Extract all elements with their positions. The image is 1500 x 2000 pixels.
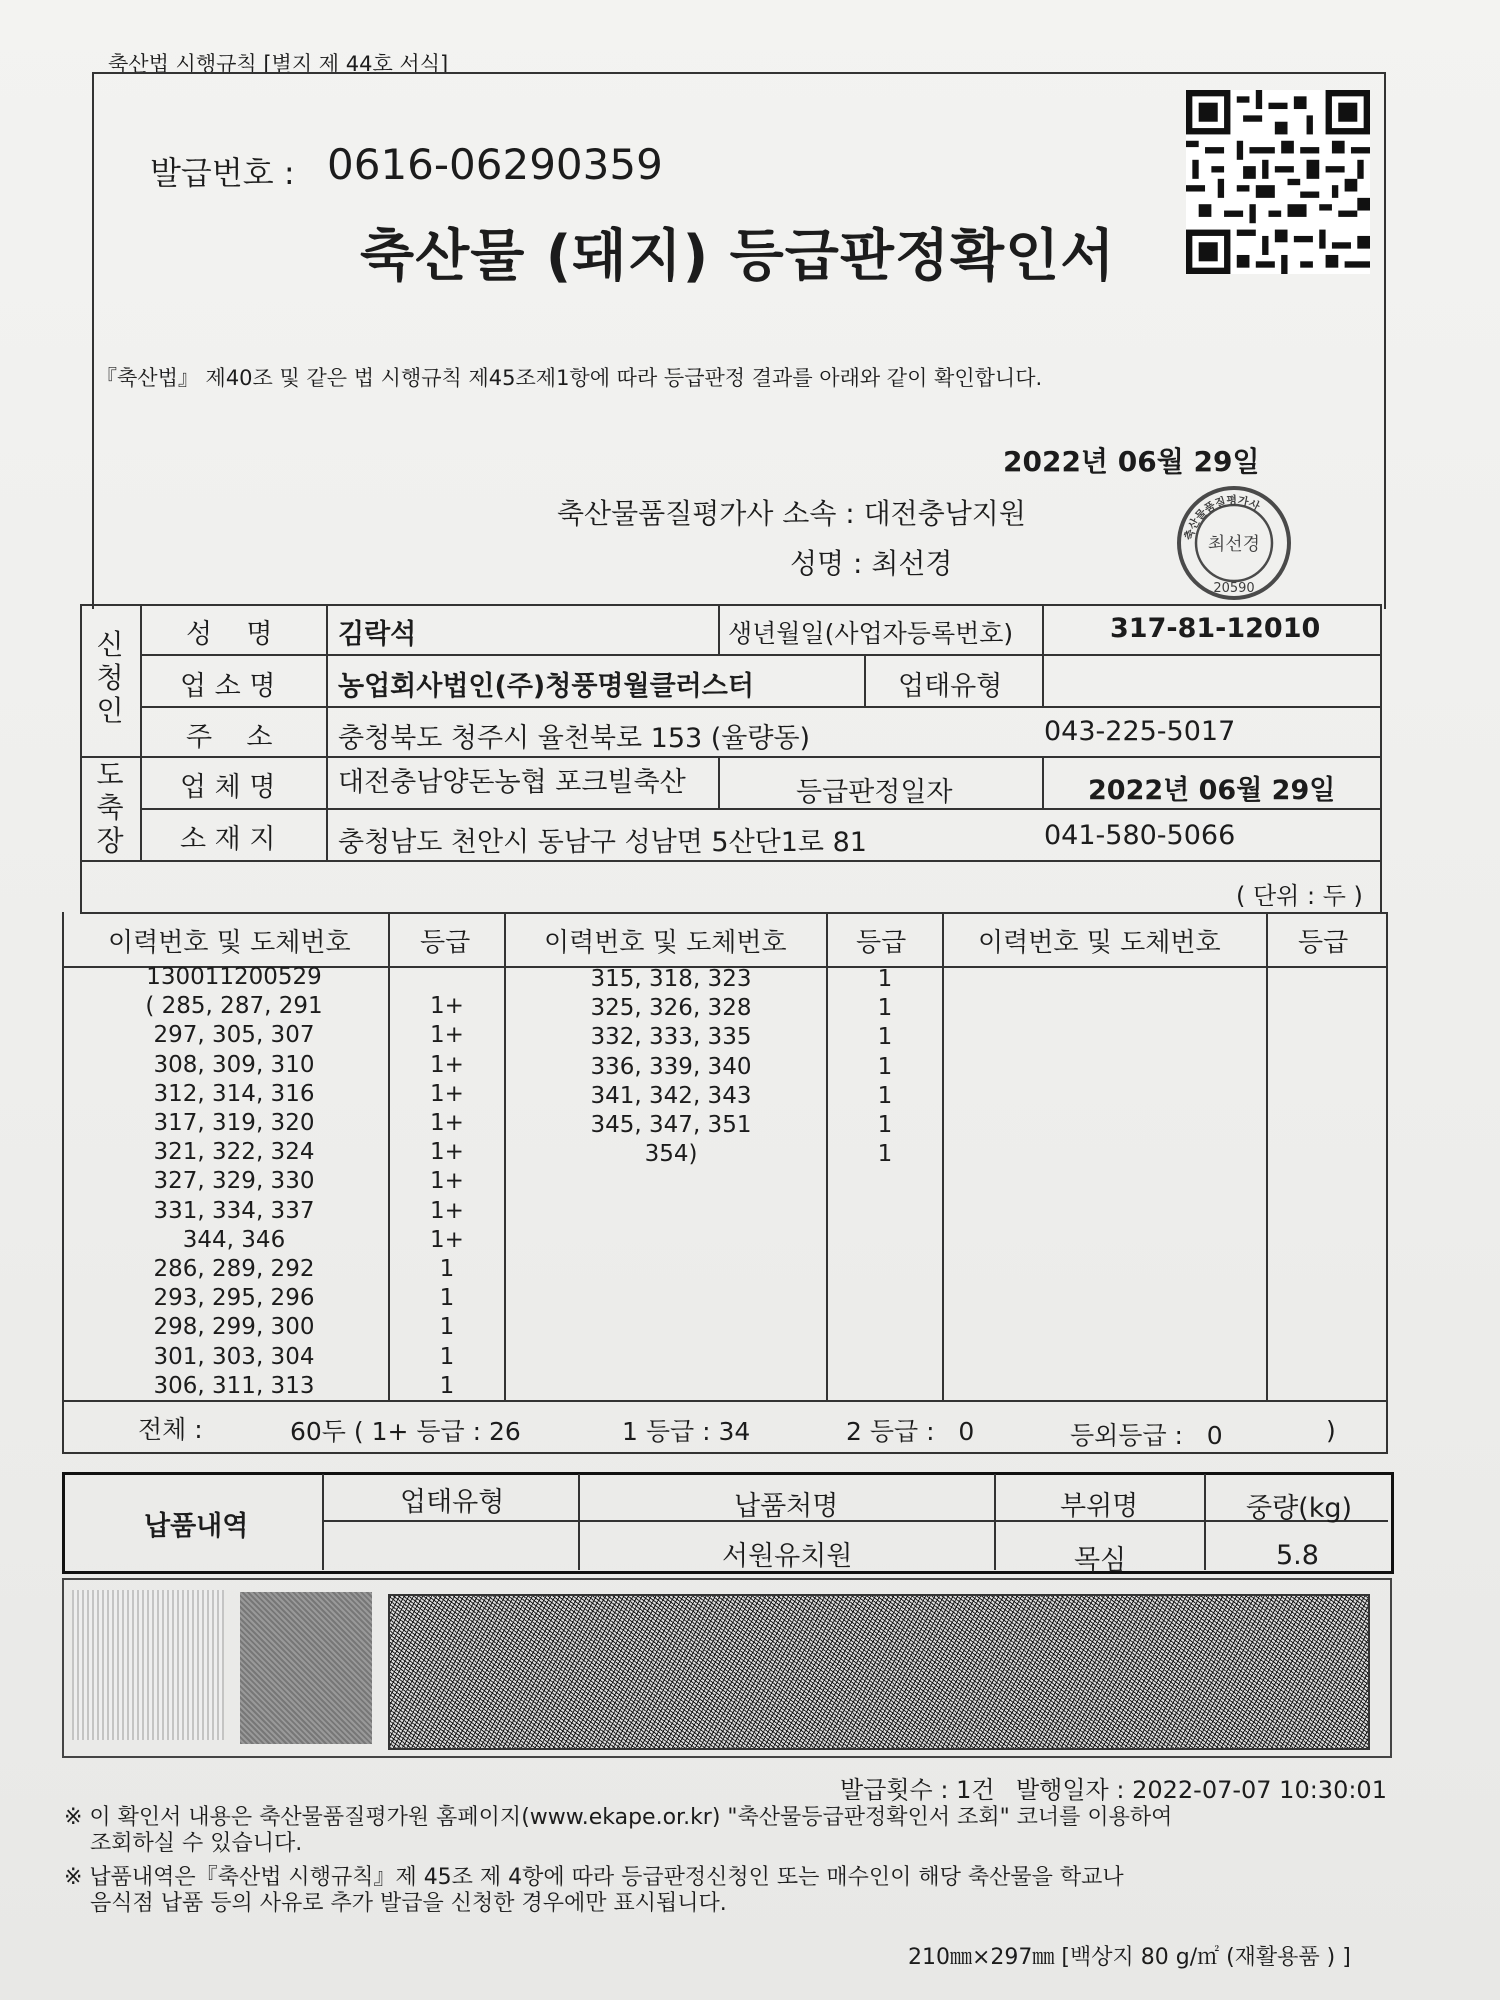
original-watermark-icon: [240, 1592, 372, 1744]
barcode-2d-icon: [388, 1594, 1370, 1750]
trace-number-row: 341, 342, 343: [590, 1082, 752, 1109]
grade-cell: 1+: [430, 1080, 464, 1107]
trace-number-row: 306, 311, 313: [153, 1372, 315, 1399]
inspector-name: 성명 : 최선경: [790, 547, 953, 580]
total-grade-2: 2 등급 : 0: [846, 1417, 975, 1446]
delivery-part: 목심: [1074, 1545, 1127, 1576]
trace-numbers-column-2: [530, 965, 812, 1169]
delivery-weight: 5.8: [1276, 1540, 1319, 1571]
total-other: 등외등급 : 0: [1070, 1421, 1223, 1450]
trace-number-row: 332, 333, 335: [590, 1024, 752, 1051]
grade-cell: 1: [439, 1343, 455, 1370]
official-seal-icon: [1175, 484, 1293, 602]
applicant-group-label: 신청인: [96, 628, 124, 727]
total-close: ): [1326, 1416, 1336, 1445]
trace-number-row: 345, 347, 351: [590, 1112, 752, 1139]
grade-cell: 1+: [430, 1110, 464, 1137]
total-grade-1: 1 등급 : 34: [622, 1417, 751, 1446]
trace-number-row: 301, 303, 304: [153, 1343, 315, 1370]
applicant-name: 김락석: [338, 619, 417, 650]
grading-date-label: 등급판정일자: [796, 777, 953, 808]
svg-text:축산물품질평가사: 축산물품질평가사: [1182, 493, 1262, 542]
header-trace-3: 이력번호 및 도체번호: [978, 928, 1221, 958]
grade-cell: 1: [877, 1082, 893, 1109]
grade-cell: 1+: [430, 1168, 464, 1195]
trace-number-row: 327, 329, 330: [153, 1168, 315, 1195]
grade-cell: 1: [877, 1112, 893, 1139]
header-grade-1: 등급: [420, 928, 471, 958]
grade-cell: 1+: [430, 1197, 464, 1224]
delivery-label: 납품내역: [144, 1511, 249, 1542]
grade-cell: 1+: [430, 993, 464, 1020]
issue-datetime: 발행일자 : 2022-07-07 10:30:01: [1016, 1776, 1387, 1804]
slaughter-location: 충청남도 천안시 동남구 성남면 5산단1로 81: [338, 827, 867, 858]
business-type-label: 업태유형: [898, 671, 1003, 702]
business-name: 농업회사법인(주)청풍명월클러스터: [338, 671, 754, 702]
trace-number-row: 312, 314, 316: [153, 1080, 315, 1107]
delivery-place-header: 납품처명: [734, 1491, 839, 1522]
grade-cell: 1: [439, 1256, 455, 1283]
note-2-line-1: ※ 납품내역은『축산법 시행규칙』제 45조 제 4항에 따라 등급판정신청인 또는 매수인이 해당 축산물을 학교나: [64, 1865, 1124, 1890]
grades-column-1: [392, 963, 502, 1401]
trace-number-row: 317, 319, 320: [153, 1110, 315, 1137]
security-pattern-icon: [72, 1590, 224, 1740]
trace-number-row: 336, 339, 340: [590, 1053, 752, 1080]
grade-cell: [392, 963, 502, 992]
note-1-line-2: 조회하실 수 있습니다.: [90, 1831, 303, 1856]
grade-cell: 1+: [430, 1139, 464, 1166]
trace-number-row: 344, 346: [182, 1226, 286, 1253]
trace-number-row: 286, 289, 292: [153, 1256, 315, 1283]
trace-numbers-column-1: [100, 963, 368, 1401]
grade-cell: 1: [877, 1053, 893, 1080]
applicant-phone: 043-225-5017: [1044, 716, 1236, 747]
company-label: 업 체 명: [180, 772, 276, 803]
total-count: 60두 ( 1+ 등급 : 26: [290, 1417, 521, 1446]
slaughter-phone: 041-580-5066: [1044, 820, 1236, 851]
grade-cell: 1: [877, 966, 893, 992]
trace-number-row: 293, 295, 296: [153, 1285, 315, 1312]
inspector-affiliation: 축산물품질평가사 소속 : 대전충남지원: [557, 497, 1026, 530]
trace-number-row: ( 285, 287, 291: [145, 993, 323, 1020]
trace-number-row: 308, 309, 310: [153, 1051, 315, 1078]
birth-value: 317-81-12010: [1110, 613, 1321, 644]
document-title: 축산물 (돼지) 등급판정확인서: [360, 224, 1116, 289]
delivery-place: 서원유치원: [722, 1541, 853, 1572]
issue-number: 0616-06290359: [327, 140, 663, 189]
grade-cell: 1: [877, 995, 893, 1022]
delivery-type-header: 업태유형: [400, 1487, 505, 1518]
delivery-part-header: 부위명: [1060, 1491, 1139, 1522]
issue-date: 2022년 06월 29일: [1003, 445, 1260, 478]
trace-number-row: 325, 326, 328: [590, 995, 752, 1022]
trace-number-row: 321, 322, 324: [153, 1139, 315, 1166]
trace-number-row: 297, 305, 307: [153, 1022, 315, 1049]
issue-number-label: 발급번호 :: [150, 154, 295, 192]
grade-cell: 1: [877, 1141, 893, 1168]
trace-number-row: 354): [644, 1141, 698, 1168]
grade-cell: 1+: [430, 1022, 464, 1049]
intro-text: 『축산법』 제40조 및 같은 법 시행규칙 제45조제1항에 따라 등급판정 결과를 아래와 같이 확인합니다.: [96, 366, 1043, 390]
unit-label: ( 단위 : 두 ): [1236, 882, 1363, 910]
header-trace-2: 이력번호 및 도체번호: [544, 928, 787, 958]
trace-number-row: 331, 334, 337: [153, 1197, 315, 1224]
trace-number-row: 298, 299, 300: [153, 1314, 315, 1341]
grade-cell: 1+: [430, 1226, 464, 1253]
grades-column-2: [828, 965, 942, 1169]
svg-text:최선경: 최선경: [1207, 534, 1261, 555]
svg-text:20590: 20590: [1213, 581, 1255, 596]
issue-count: 발급횟수 : 1건: [840, 1776, 995, 1804]
grade-cell: 1: [439, 1372, 455, 1399]
qr-code-icon: [1186, 90, 1370, 274]
trace-number-row: 315, 318, 323: [590, 966, 752, 992]
grading-date: 2022년 06월 29일: [1088, 775, 1336, 806]
birth-label: 생년월일(사업자등록번호): [728, 619, 1014, 648]
grade-cell: 1+: [430, 1051, 464, 1078]
note-2-line-2: 음식점 납품 등의 사유로 추가 발급을 신청한 경우에만 표시됩니다.: [90, 1891, 727, 1916]
slaughter-company: 대전충남양돈농협 포크빌축산: [338, 767, 686, 798]
location-label: 소 재 지: [180, 824, 276, 855]
header-grade-3: 등급: [1298, 928, 1349, 958]
header-trace-1: 이력번호 및 도체번호: [108, 928, 351, 958]
applicant-address: 충청북도 청주시 율천북로 153 (율량동): [338, 723, 811, 754]
business-label: 업 소 명: [180, 671, 276, 702]
note-1-line-1: ※ 이 확인서 내용은 축산물품질평가원 홈페이지(www.ekape.or.kr) "축산물등급판정확인서 조회" 코너를 이용하여: [64, 1805, 1173, 1830]
header-grade-2: 등급: [856, 928, 907, 958]
name-label: 성 명: [186, 619, 273, 650]
grade-cell: 1: [877, 1024, 893, 1051]
total-label: 전체 :: [138, 1415, 203, 1444]
paper-spec: 210㎜×297㎜ [백상지 80 g/㎡ (재활용품 ) ]: [908, 1945, 1351, 1970]
grade-cell: 1: [439, 1314, 455, 1341]
form-label: 축산법 시행규칙 [별지 제 44호 서식]: [108, 52, 449, 76]
delivery-weight-header: 중량(kg): [1246, 1493, 1353, 1524]
address-label: 주 소: [186, 722, 273, 753]
trace-number-row: 130011200529: [146, 964, 322, 990]
grade-cell: 1: [439, 1285, 455, 1312]
slaughter-group-label: 도축장: [96, 758, 124, 857]
